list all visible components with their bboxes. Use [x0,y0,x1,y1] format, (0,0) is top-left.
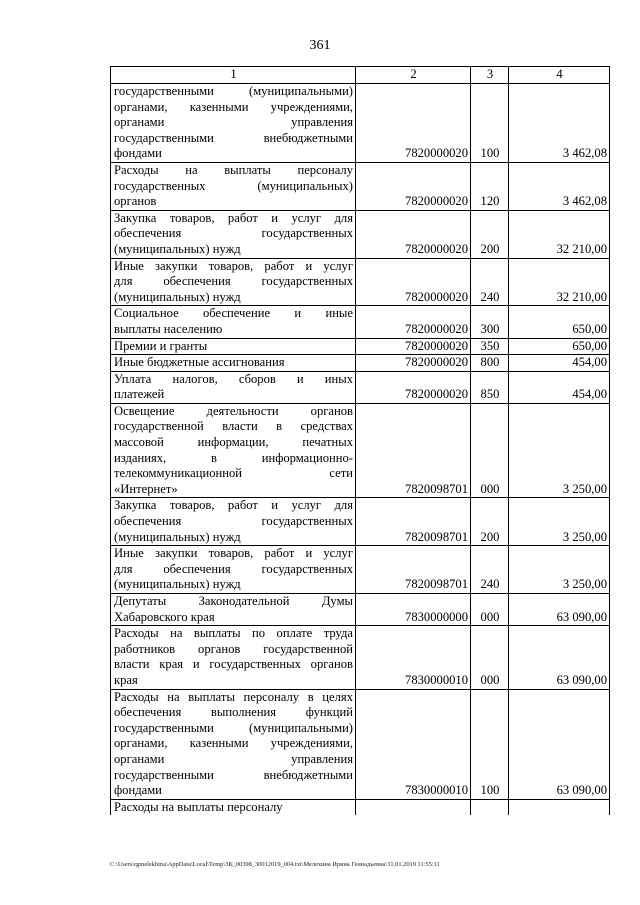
row-code: 7820000020 [356,306,471,338]
row-name-line: власти края и государственных органов [114,657,353,672]
table-row [111,371,610,403]
row-name-line: Иные закупки товаров, работ и услуг [114,546,353,561]
row-name-line: «Интернет» [114,481,178,496]
row-expense-type: 300 [471,306,509,338]
table-header-row [111,67,610,84]
row-code: 7820000020 [356,210,471,258]
row-name-line: Иные бюджетные ассигнования [114,355,285,370]
table-row [111,799,610,815]
row-name-line: изданиях, в информационно- [114,450,353,465]
row-name [111,306,356,338]
row-name-line: фондами [114,146,162,161]
footer-file-path: C:\Users\rgmelekhina\AppData\Local\Temp\ЗК_00398_30012019_004.txt\Мелехина Ирина Геннадьевна\31.01.2019 11:55:11 [110,861,440,868]
row-name-line: Расходы на выплаты персоналу [114,162,353,177]
row-amount: 32 210,00 [509,258,610,306]
row-code: 7820000020 [356,338,471,355]
row-name [111,355,356,372]
row-name-line: Депутаты Законодательной Думы [114,594,353,608]
table-row [111,355,610,372]
table-row [111,306,610,338]
header-col-4: 4 [509,67,610,84]
row-name-line: государственными внебюджетными [114,767,353,782]
row-amount: 454,00 [509,371,610,403]
row-expense-type: 120 [471,162,509,210]
row-name-line: Иные закупки товаров, работ и услуг [114,258,353,273]
row-name-line: Закупка товаров, работ и услуг для [114,210,353,225]
row-name-line: органов [114,194,157,209]
row-name-line: Расходы на выплаты по оплате труда [114,626,353,641]
row-expense-type: 000 [471,626,509,689]
table-row [111,498,610,546]
row-amount: 3 250,00 [509,403,610,498]
row-name-line: Премии и гранты [114,338,208,353]
row-name-line: (муниципальных) нужд [114,529,241,544]
row-name [111,258,356,306]
row-name-line: Хабаровского края [114,609,215,624]
header-col-3: 3 [471,67,509,84]
row-amount: 32 210,00 [509,210,610,258]
row-amount: 63 090,00 [509,626,610,689]
row-expense-type: 240 [471,546,509,594]
row-name-line: государственными (муниципальными) [114,84,353,98]
row-name-line: государственных (муниципальных) [114,178,353,193]
row-name-line: Расходы на выплаты персоналу в целях [114,689,353,704]
row-name-line: Закупка товаров, работ и услуг для [114,498,353,513]
row-name-line: для обеспечения государственных [114,274,353,289]
row-amount: 454,00 [509,355,610,372]
row-amount: 3 462,08 [509,84,610,163]
row-name-line: работников органов государственной [114,641,353,656]
row-name-line: телекоммуникационной сети [114,466,353,481]
row-expense-type: 200 [471,498,509,546]
row-name [111,162,356,210]
row-name [111,498,356,546]
row-name [111,546,356,594]
row-name-line: обеспечения государственных [114,226,353,241]
table-row [111,210,610,258]
row-expense-type: 100 [471,689,509,799]
row-name-line: Уплата налогов, сборов и иных [114,371,353,386]
row-name [111,84,356,163]
row-name [111,371,356,403]
row-name-line: государственными (муниципальными) [114,720,353,735]
row-code: 7820000020 [356,355,471,372]
table-row [111,84,610,163]
row-code: 7820098701 [356,403,471,498]
row-name [111,210,356,258]
table-row [111,162,610,210]
row-expense-type: 000 [471,594,509,626]
row-code: 7820000020 [356,84,471,163]
page-number: 361 [309,38,331,53]
row-name-line: массовой информации, печатных [114,435,353,450]
table-row [111,258,610,306]
budget-table [110,66,610,815]
row-amount: 63 090,00 [509,594,610,626]
header-col-1: 1 [111,67,356,84]
row-expense-type: 850 [471,371,509,403]
row-amount: 3 250,00 [509,546,610,594]
header-col-2: 2 [356,67,471,84]
row-amount [509,799,610,815]
row-code: 7830000010 [356,626,471,689]
row-name-line: края [114,672,138,687]
row-expense-type: 240 [471,258,509,306]
row-name-line: органами управления [114,115,353,130]
row-name-line: для обеспечения государственных [114,561,353,576]
row-expense-type: 000 [471,403,509,498]
row-code [356,799,471,815]
row-code: 7820098701 [356,498,471,546]
row-name [111,403,356,498]
table-row [111,689,610,799]
row-name-line: обеспечения выполнения функций [114,705,353,720]
row-name-line: государственной власти в средствах [114,419,353,434]
row-expense-type: 800 [471,355,509,372]
row-name-line: органами, казенными учреждениями, [114,99,353,114]
table-row [111,403,610,498]
row-code: 7820000020 [356,371,471,403]
row-amount: 650,00 [509,338,610,355]
row-name [111,594,356,626]
row-name-line: (муниципальных) нужд [114,289,241,304]
row-name-line: (муниципальных) нужд [114,241,241,256]
row-name [111,626,356,689]
row-name [111,338,356,355]
row-amount: 3 250,00 [509,498,610,546]
row-name-line: Освещение деятельности органов [114,403,353,418]
row-amount: 650,00 [509,306,610,338]
row-name [111,689,356,799]
row-name-line: Социальное обеспечение и иные [114,306,353,321]
row-name-line: Расходы на выплаты персоналу [114,799,283,814]
row-amount: 63 090,00 [509,689,610,799]
row-code: 7830000000 [356,594,471,626]
row-expense-type: 200 [471,210,509,258]
row-name-line: обеспечения государственных [114,514,353,529]
row-expense-type: 350 [471,338,509,355]
row-expense-type: 100 [471,84,509,163]
row-name-line: выплаты населению [114,321,223,336]
row-code: 7820000020 [356,162,471,210]
row-expense-type [471,799,509,815]
table-row [111,546,610,594]
row-name-line: органами управления [114,751,353,766]
row-name-line: фондами [114,783,162,798]
table-body [111,84,610,816]
table-row [111,338,610,355]
row-code: 7820098701 [356,546,471,594]
table-row [111,594,610,626]
row-name-line: платежей [114,387,165,402]
row-code: 7820000020 [356,258,471,306]
row-amount: 3 462,08 [509,162,610,210]
row-name-line: государственными внебюджетными [114,130,353,145]
row-code: 7830000010 [356,689,471,799]
row-name [111,799,356,815]
row-name-line: органами, казенными учреждениями, [114,736,353,751]
table-row [111,626,610,689]
row-name-line: (муниципальных) нужд [114,577,241,592]
